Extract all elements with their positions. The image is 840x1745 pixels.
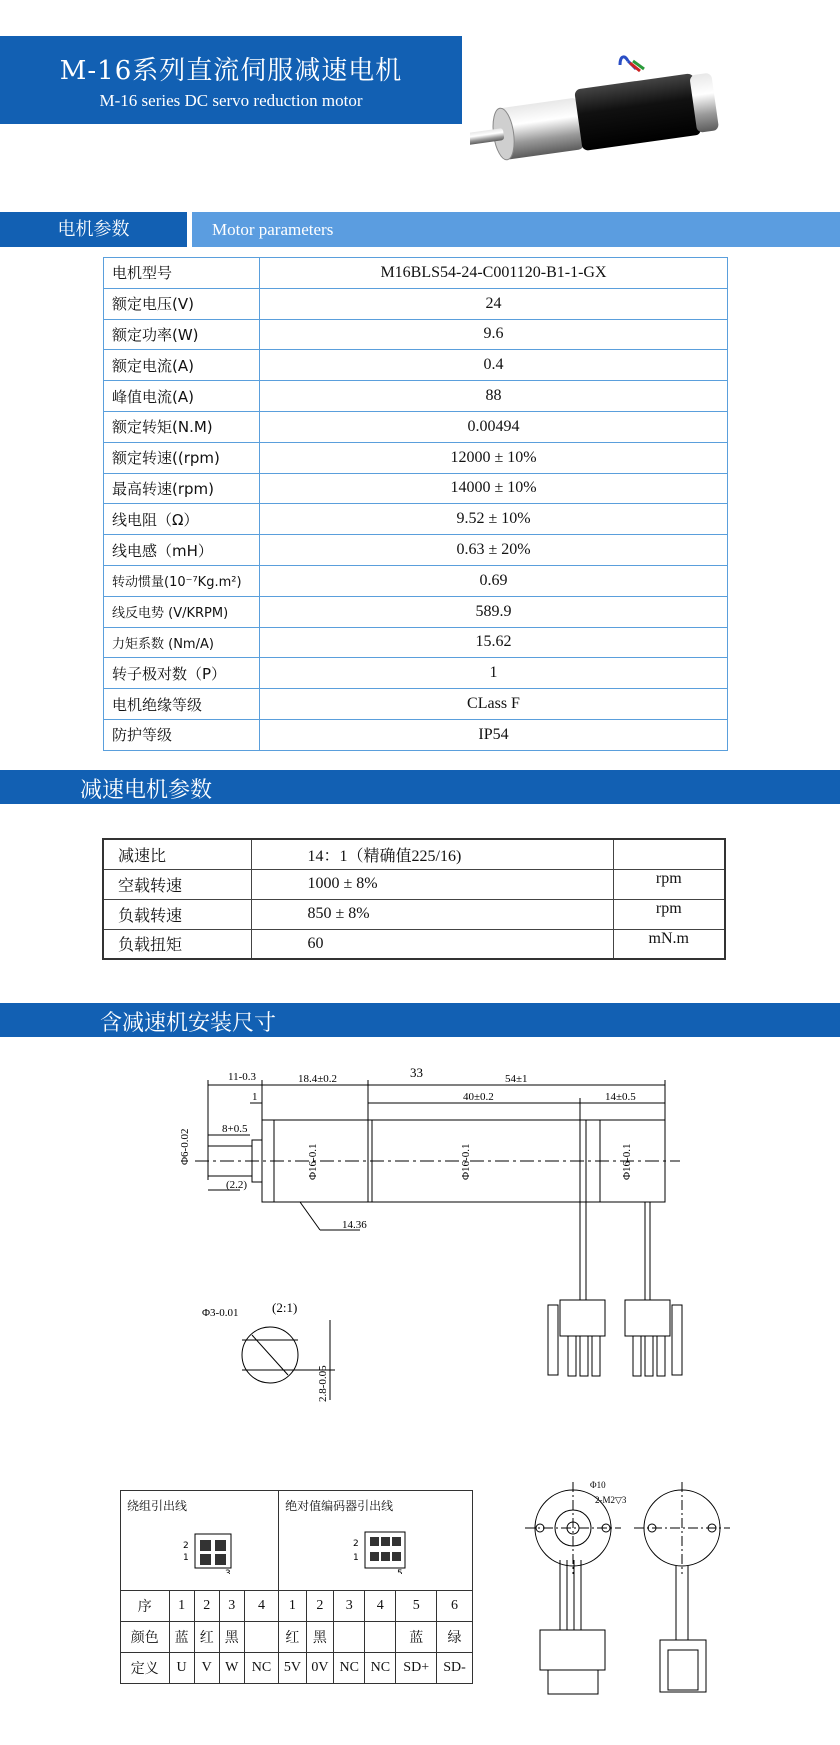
table-row — [121, 1622, 473, 1653]
param-key: 转动惯量(10⁻⁷Kg.m²) — [104, 565, 260, 596]
table-row — [104, 319, 728, 350]
table-row — [103, 869, 725, 899]
pin-label: 5 — [397, 1569, 403, 1574]
dim-label: 40±0.2 — [463, 1091, 494, 1103]
dim-label: 1 — [252, 1091, 258, 1103]
param-value: 12000 ± 10% — [260, 442, 728, 473]
dim-label: 33 — [410, 1065, 423, 1080]
dim-label: 14.36 — [342, 1219, 367, 1231]
dim-label: 11-0.3 — [228, 1071, 257, 1083]
reducer-section-title: 减速电机参数 — [80, 778, 213, 803]
table-row — [104, 411, 728, 442]
param-key: 防护等级 — [104, 719, 260, 750]
reducer-unit — [613, 839, 725, 869]
wiring-cell: 红 — [279, 1622, 307, 1653]
table-row — [104, 504, 728, 535]
motor-params-label-cn: 电机参数 — [0, 212, 187, 247]
table-row — [104, 473, 728, 504]
wiring-cell: 3 — [219, 1591, 244, 1622]
dim-label: Φ16-0.1 — [621, 1143, 633, 1180]
encoder-cell — [279, 1491, 473, 1591]
pin-label: 2 — [183, 1541, 189, 1551]
wiring-cell: 2 — [306, 1591, 334, 1622]
param-value: 9.6 — [260, 319, 728, 350]
param-value: 88 — [260, 381, 728, 412]
winding-connector-icon — [127, 1514, 247, 1574]
table-row — [121, 1591, 473, 1622]
motor-params-table — [103, 257, 728, 751]
dim-label: (2.2) — [226, 1179, 248, 1191]
param-key: 额定转速((rpm) — [104, 442, 260, 473]
param-key: 线反电势 (V/KRPM) — [104, 596, 260, 627]
wiring-cell: 序 — [121, 1591, 170, 1622]
motor-params-label-en: Motor parameters — [192, 212, 840, 247]
install-section-bar — [0, 1003, 840, 1037]
param-value: IP54 — [260, 719, 728, 750]
encoder-label: 绝对值编码器引出线 — [285, 1499, 394, 1513]
dim-label: 54±1 — [505, 1073, 528, 1085]
table-row — [104, 565, 728, 596]
wiring-cell: 黑 — [306, 1622, 334, 1653]
param-value: 1 — [260, 658, 728, 689]
table-row — [104, 381, 728, 412]
title-banner — [0, 36, 462, 124]
wiring-cell: 蓝 — [396, 1622, 437, 1653]
param-key: 峰值电流(A) — [104, 381, 260, 412]
wiring-cell — [244, 1622, 278, 1653]
wiring-cell: 绿 — [437, 1622, 473, 1653]
param-value: CLass F — [260, 689, 728, 720]
param-key: 转子极对数（P） — [104, 658, 260, 689]
table-row — [121, 1653, 473, 1684]
winding-cell — [121, 1491, 279, 1591]
param-value: M16BLS54-24-C001120-B1-1-GX — [260, 258, 728, 289]
dim-label: Φ16-0.1 — [460, 1143, 472, 1180]
scale-label: (2:1) — [272, 1300, 298, 1315]
param-value: 0.63 ± 20% — [260, 535, 728, 566]
param-value: 15.62 — [260, 627, 728, 658]
dim-label: Φ3-0.01 — [202, 1307, 239, 1319]
reducer-value: 14：1（精确值225/16) — [251, 839, 613, 869]
dim-label: 18.4±0.2 — [298, 1073, 338, 1085]
reducer-value: 1000 ± 8% — [251, 869, 613, 899]
wiring-cell: 2 — [194, 1591, 219, 1622]
wiring-cell: SD- — [437, 1653, 473, 1684]
table-row — [104, 627, 728, 658]
reducer-table — [102, 838, 726, 960]
dim-label: 2-M2▽3 — [595, 1495, 627, 1505]
table-row — [103, 899, 725, 929]
pin-label: 1 — [183, 1553, 189, 1563]
wiring-cell: 4 — [244, 1591, 278, 1622]
reducer-value: 850 ± 8% — [251, 899, 613, 929]
wiring-cell: 颜色 — [121, 1622, 170, 1653]
table-row — [103, 929, 725, 959]
param-value: 14000 ± 10% — [260, 473, 728, 504]
title-en: M-16 series DC servo reduction motor — [99, 91, 363, 110]
reducer-unit: mN.m — [613, 929, 725, 959]
wiring-cell: 3 — [334, 1591, 365, 1622]
param-key: 线电感（mH） — [104, 535, 260, 566]
dim-label: 14±0.5 — [605, 1091, 636, 1103]
wiring-cell: 5 — [396, 1591, 437, 1622]
reducer-key: 空载转速 — [103, 869, 251, 899]
wiring-cell: 黑 — [219, 1622, 244, 1653]
wiring-cell — [365, 1622, 396, 1653]
wiring-cell: 4 — [365, 1591, 396, 1622]
dim-label: Φ16-0.1 — [307, 1143, 319, 1180]
table-row — [104, 689, 728, 720]
dim-label: 8+0.5 — [222, 1123, 248, 1135]
wiring-cell: 6 — [437, 1591, 473, 1622]
param-value: 0.69 — [260, 565, 728, 596]
table-row — [104, 719, 728, 750]
pin-label: 1 — [353, 1553, 359, 1563]
wiring-table — [120, 1490, 473, 1684]
wiring-cell: V — [194, 1653, 219, 1684]
param-value: 589.9 — [260, 596, 728, 627]
param-value: 9.52 ± 10% — [260, 504, 728, 535]
wiring-cell: 定义 — [121, 1653, 170, 1684]
wiring-cell: 红 — [194, 1622, 219, 1653]
winding-label: 绕组引出线 — [127, 1499, 188, 1513]
wiring-cell: 5V — [279, 1653, 307, 1684]
wiring-cell: NC — [334, 1653, 365, 1684]
reducer-key: 负载转速 — [103, 899, 251, 929]
param-key: 电机型号 — [104, 258, 260, 289]
param-key: 额定功率(W) — [104, 319, 260, 350]
wiring-cell — [334, 1622, 365, 1653]
table-row — [104, 258, 728, 289]
dim-label: Φ6-0.02 — [179, 1128, 191, 1165]
table-row — [121, 1491, 473, 1591]
title-cn: M-16系列直流伺服减速电机 — [59, 56, 403, 86]
reducer-key: 减速比 — [103, 839, 251, 869]
reducer-value: 60 — [251, 929, 613, 959]
param-key: 额定电压(V) — [104, 288, 260, 319]
pin-label: 2 — [353, 1539, 359, 1549]
table-row — [104, 350, 728, 381]
param-key: 线电阻（Ω） — [104, 504, 260, 535]
wiring-cell: U — [169, 1653, 194, 1684]
param-value: 0.00494 — [260, 411, 728, 442]
table-row — [103, 839, 725, 869]
encoder-connector-icon — [285, 1514, 435, 1574]
wiring-cell: 1 — [279, 1591, 307, 1622]
wiring-cell: 0V — [306, 1653, 334, 1684]
param-key: 最高转速(rpm) — [104, 473, 260, 504]
table-row — [104, 658, 728, 689]
param-value: 0.4 — [260, 350, 728, 381]
reducer-key: 负载扭矩 — [103, 929, 251, 959]
wiring-cell: NC — [244, 1653, 278, 1684]
wiring-cell: 蓝 — [169, 1622, 194, 1653]
reducer-section-bar — [0, 770, 840, 804]
wiring-cell: SD+ — [396, 1653, 437, 1684]
reducer-unit: rpm — [613, 869, 725, 899]
table-row — [104, 288, 728, 319]
param-key: 额定转矩(N.M) — [104, 411, 260, 442]
dim-label: Φ10 — [590, 1480, 606, 1490]
table-row — [104, 535, 728, 566]
pin-label: 3 — [225, 1569, 231, 1574]
wiring-cell: NC — [365, 1653, 396, 1684]
table-row — [104, 596, 728, 627]
dim-label: 2.8-0.05 — [317, 1365, 329, 1402]
param-key: 力矩系数 (Nm/A) — [104, 627, 260, 658]
motor-product-image — [470, 55, 750, 165]
install-section-title: 含减速机安装尺寸 — [100, 1011, 277, 1036]
table-row — [104, 442, 728, 473]
wiring-cell: W — [219, 1653, 244, 1684]
param-key: 电机绝缘等级 — [104, 689, 260, 720]
reducer-unit: rpm — [613, 899, 725, 929]
param-key: 额定电流(A) — [104, 350, 260, 381]
param-value: 24 — [260, 288, 728, 319]
wiring-cell: 1 — [169, 1591, 194, 1622]
